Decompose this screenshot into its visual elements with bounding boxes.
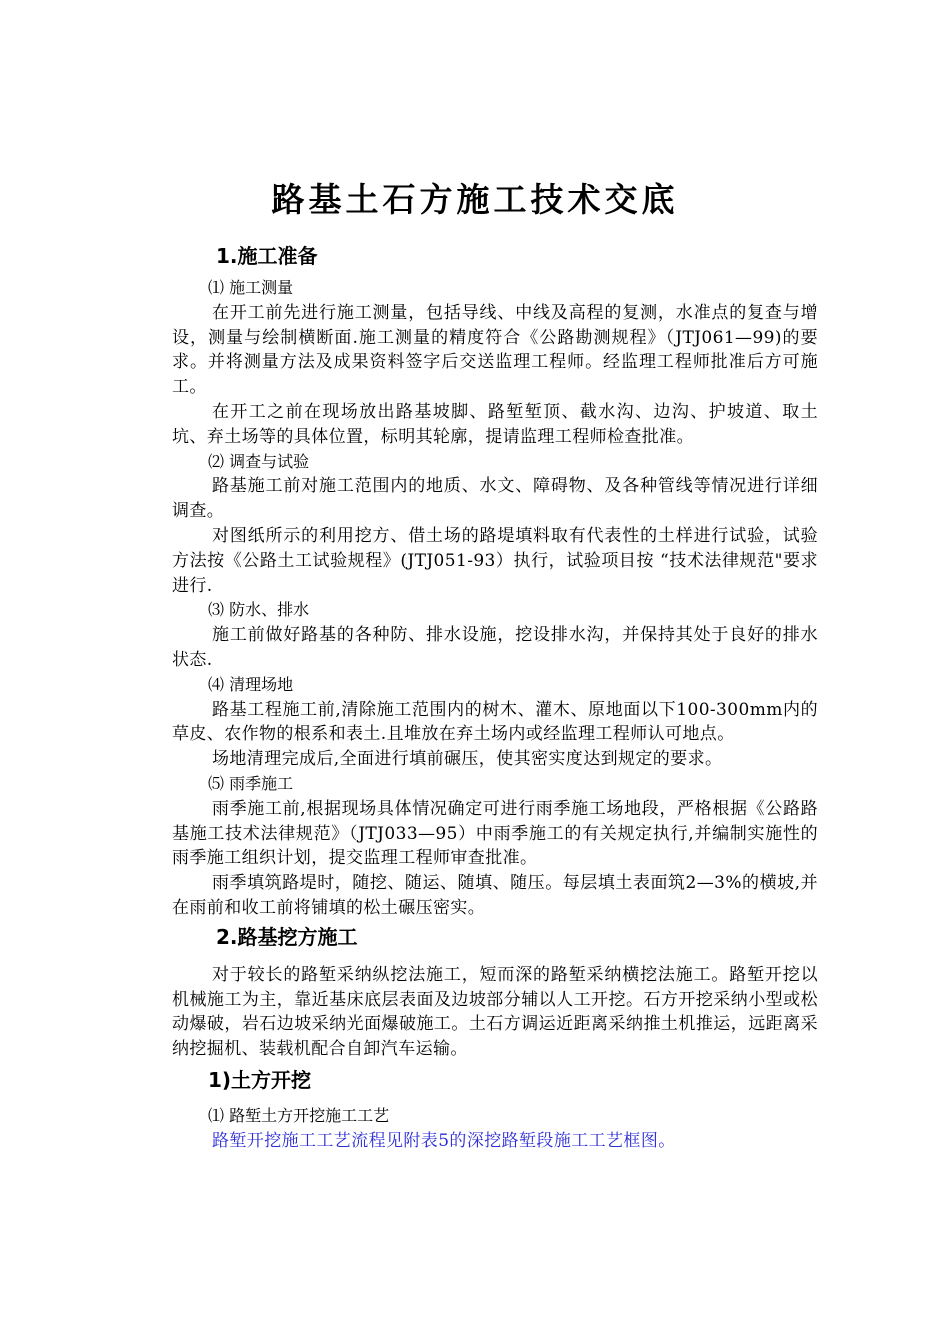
section-heading-excavation: 2.路基挖方施工 (216, 924, 358, 949)
subheading-drainage: ⑶ 防水、排水 (208, 600, 310, 620)
paragraph: 施工前做好路基的各种防、排水设施，挖设排水沟，并保持其处于良好的排水状态. (172, 625, 818, 670)
paragraph: 雨季填筑路堤时，随挖、随运、随填、随压。每层填土表面筑2—3%的横坡,并在雨前和收工前将铺填的松土碾压密实。 (172, 873, 818, 918)
cross-reference-link[interactable]: 路堑开挖施工工艺流程见附表5的深挖路堑段施工工艺框图。 (212, 1130, 676, 1151)
subheading-site-clearing: ⑷ 清理场地 (208, 674, 294, 694)
document-body (172, 236, 818, 1154)
paragraph: 在开工前先进行施工测量，包括导线、中线及高程的复测，水准点的复查与增设，测量与绘制横断面.施工测量的精度符合《公路勘测规程》（JTJ061—99)的要求。并将测量方法及成果资料签字后交送监理工程师。经监理工程师批准后方可施工。 (172, 302, 818, 398)
subheading-survey: ⑴ 施工测量 (208, 278, 294, 297)
paragraph: 路基施工前对施工范围内的地质、水文、障碍物、及各种管线等情况进行详细调查。 (172, 476, 818, 522)
subheading-rainy-season: ⑸ 雨季施工 (208, 773, 294, 793)
subheading-investigation: ⑵ 调查与试验 (208, 451, 310, 471)
paragraph: 雨季施工前,根据现场具体情况确定可进行雨季施工场地段，严格根据《公路路基施工技术法律规范》（JTJ033—95）中雨季施工的有关规定执行,并编制实施性的雨季施工组织计划，提交监理工程师审查批准。 (172, 798, 818, 869)
subheading-cutting-process: ⑴ 路堑土方开挖施工工艺 (208, 1105, 390, 1125)
paragraph: 对于较长的路堑采纳纵挖法施工，短而深的路堑采纳横挖法施工。路堑开挖以机械施工为主，靠近基床底层表面及边坡部分辅以人工开挖。石方开挖采纳小型或松动爆破，岩石边坡采纳光面爆破施工。土石方调运近距离采纳推土机推运，远距离采纳挖掘机、装载机配合自卸汽车运输。 (172, 964, 818, 1060)
paragraph: 在开工之前在现场放出路基坡脚、路堑堑顶、截水沟、边沟、护坡道、取土坑、弃土场等的具体位置，标明其轮廓，提请监理工程师检查批准。 (172, 401, 818, 447)
paragraph: 场地清理完成后,全面进行填前碾压，使其密实度达到规定的要求。 (212, 749, 723, 770)
paragraph: 对图纸所示的利用挖方、借土场的路堤填料取有代表性的土样进行试验，试验方法按《公路土工试验规程》(JTJ051-93）执行，试验项目按 “技术法律规范"要求进行. (172, 525, 818, 596)
section-heading-earth-excavation: 1)土方开挖 (208, 1067, 312, 1092)
paragraph: 路基工程施工前,清除施工范围内的树木、灌木、原地面以下100-300mm内的草皮、农作物的根系和表土.且堆放在弃土场内或经监理工程师认可地点。 (172, 699, 818, 745)
section-heading-preparation: 1.施工准备 (216, 244, 318, 268)
document-title: 路基土石方施工技术交底 (271, 180, 679, 219)
